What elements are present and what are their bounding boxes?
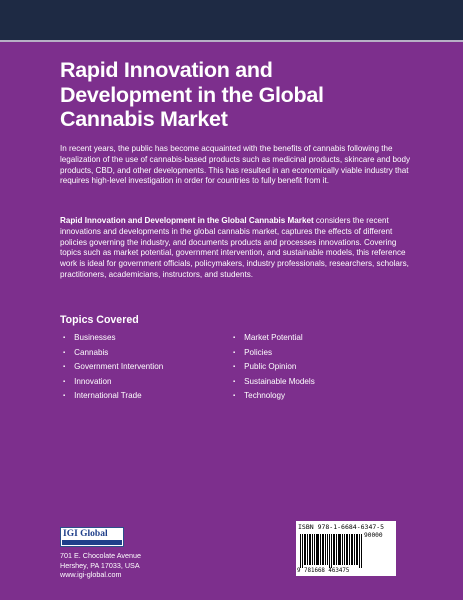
- topic-item: ▪ Innovation: [63, 376, 163, 391]
- price-code: 90000: [364, 532, 383, 539]
- barcode: [296, 521, 396, 576]
- topic-item: ▪ Public Opinion: [233, 361, 315, 376]
- book-title: Rapid Innovation and Development in the Global Cannabis Market: [60, 58, 324, 131]
- top-band: [0, 0, 463, 40]
- publisher-address: [60, 551, 141, 580]
- publisher-logo-name: IGI Global: [63, 529, 108, 539]
- address-line-2: Hershey, PA 17033, USA: [60, 560, 140, 570]
- intro-paragraph: In recent years, the public has become acquainted with the benefits of cannabis following the legalization of the use of cannabis-based products such as medicinal products, skincare and body products, CBD, and other developments. This has resulted in an economically viable industry that requires high-level investigation in order for countries to fully benefit from it.: [60, 144, 411, 186]
- publisher-website: www.igi-global.com: [60, 570, 122, 580]
- topic-item: ▪ Government Intervention: [63, 361, 163, 376]
- address-line-1: 701 E. Chocolate Avenue: [60, 551, 141, 560]
- topics-list-right: [233, 332, 315, 405]
- publisher-logo: [60, 527, 124, 547]
- ean-digits: 9 781668 463475: [297, 568, 350, 574]
- topics-heading: Topics Covered: [60, 314, 139, 326]
- top-divider: [0, 40, 463, 42]
- isbn-label: ISBN 978-1-6684-6347-5: [298, 523, 385, 531]
- barcode-bars: [300, 534, 362, 568]
- topic-item: ▪ Cannabis: [63, 347, 163, 362]
- topics-list-left: [63, 332, 163, 405]
- topic-item: ▪ Technology: [233, 390, 315, 405]
- publisher-logo-bar: [62, 540, 122, 545]
- description-text: considers the recent innovations and developments in the global cannabis market, captures the effects of different policies governing the industry, and documents products and processes innovations. Covering topics such as market potential, government intervention, and sustainable models, this reference work is ideal for government officials, policymakers, industry professionals, researchers, scholars, practitioners, academicians, instructors, and students.: [60, 216, 409, 279]
- topic-item: ▪ Market Potential: [233, 332, 315, 347]
- topic-item: ▪ Sustainable Models: [233, 376, 315, 391]
- description-bold-title: Rapid Innovation and Development in the Global Cannabis Market: [60, 216, 314, 225]
- description-paragraph: [60, 216, 412, 281]
- topic-item: ▪ Businesses: [63, 332, 163, 347]
- topic-item: ▪ Policies: [233, 347, 315, 362]
- topic-item: ▪ International Trade: [63, 390, 163, 405]
